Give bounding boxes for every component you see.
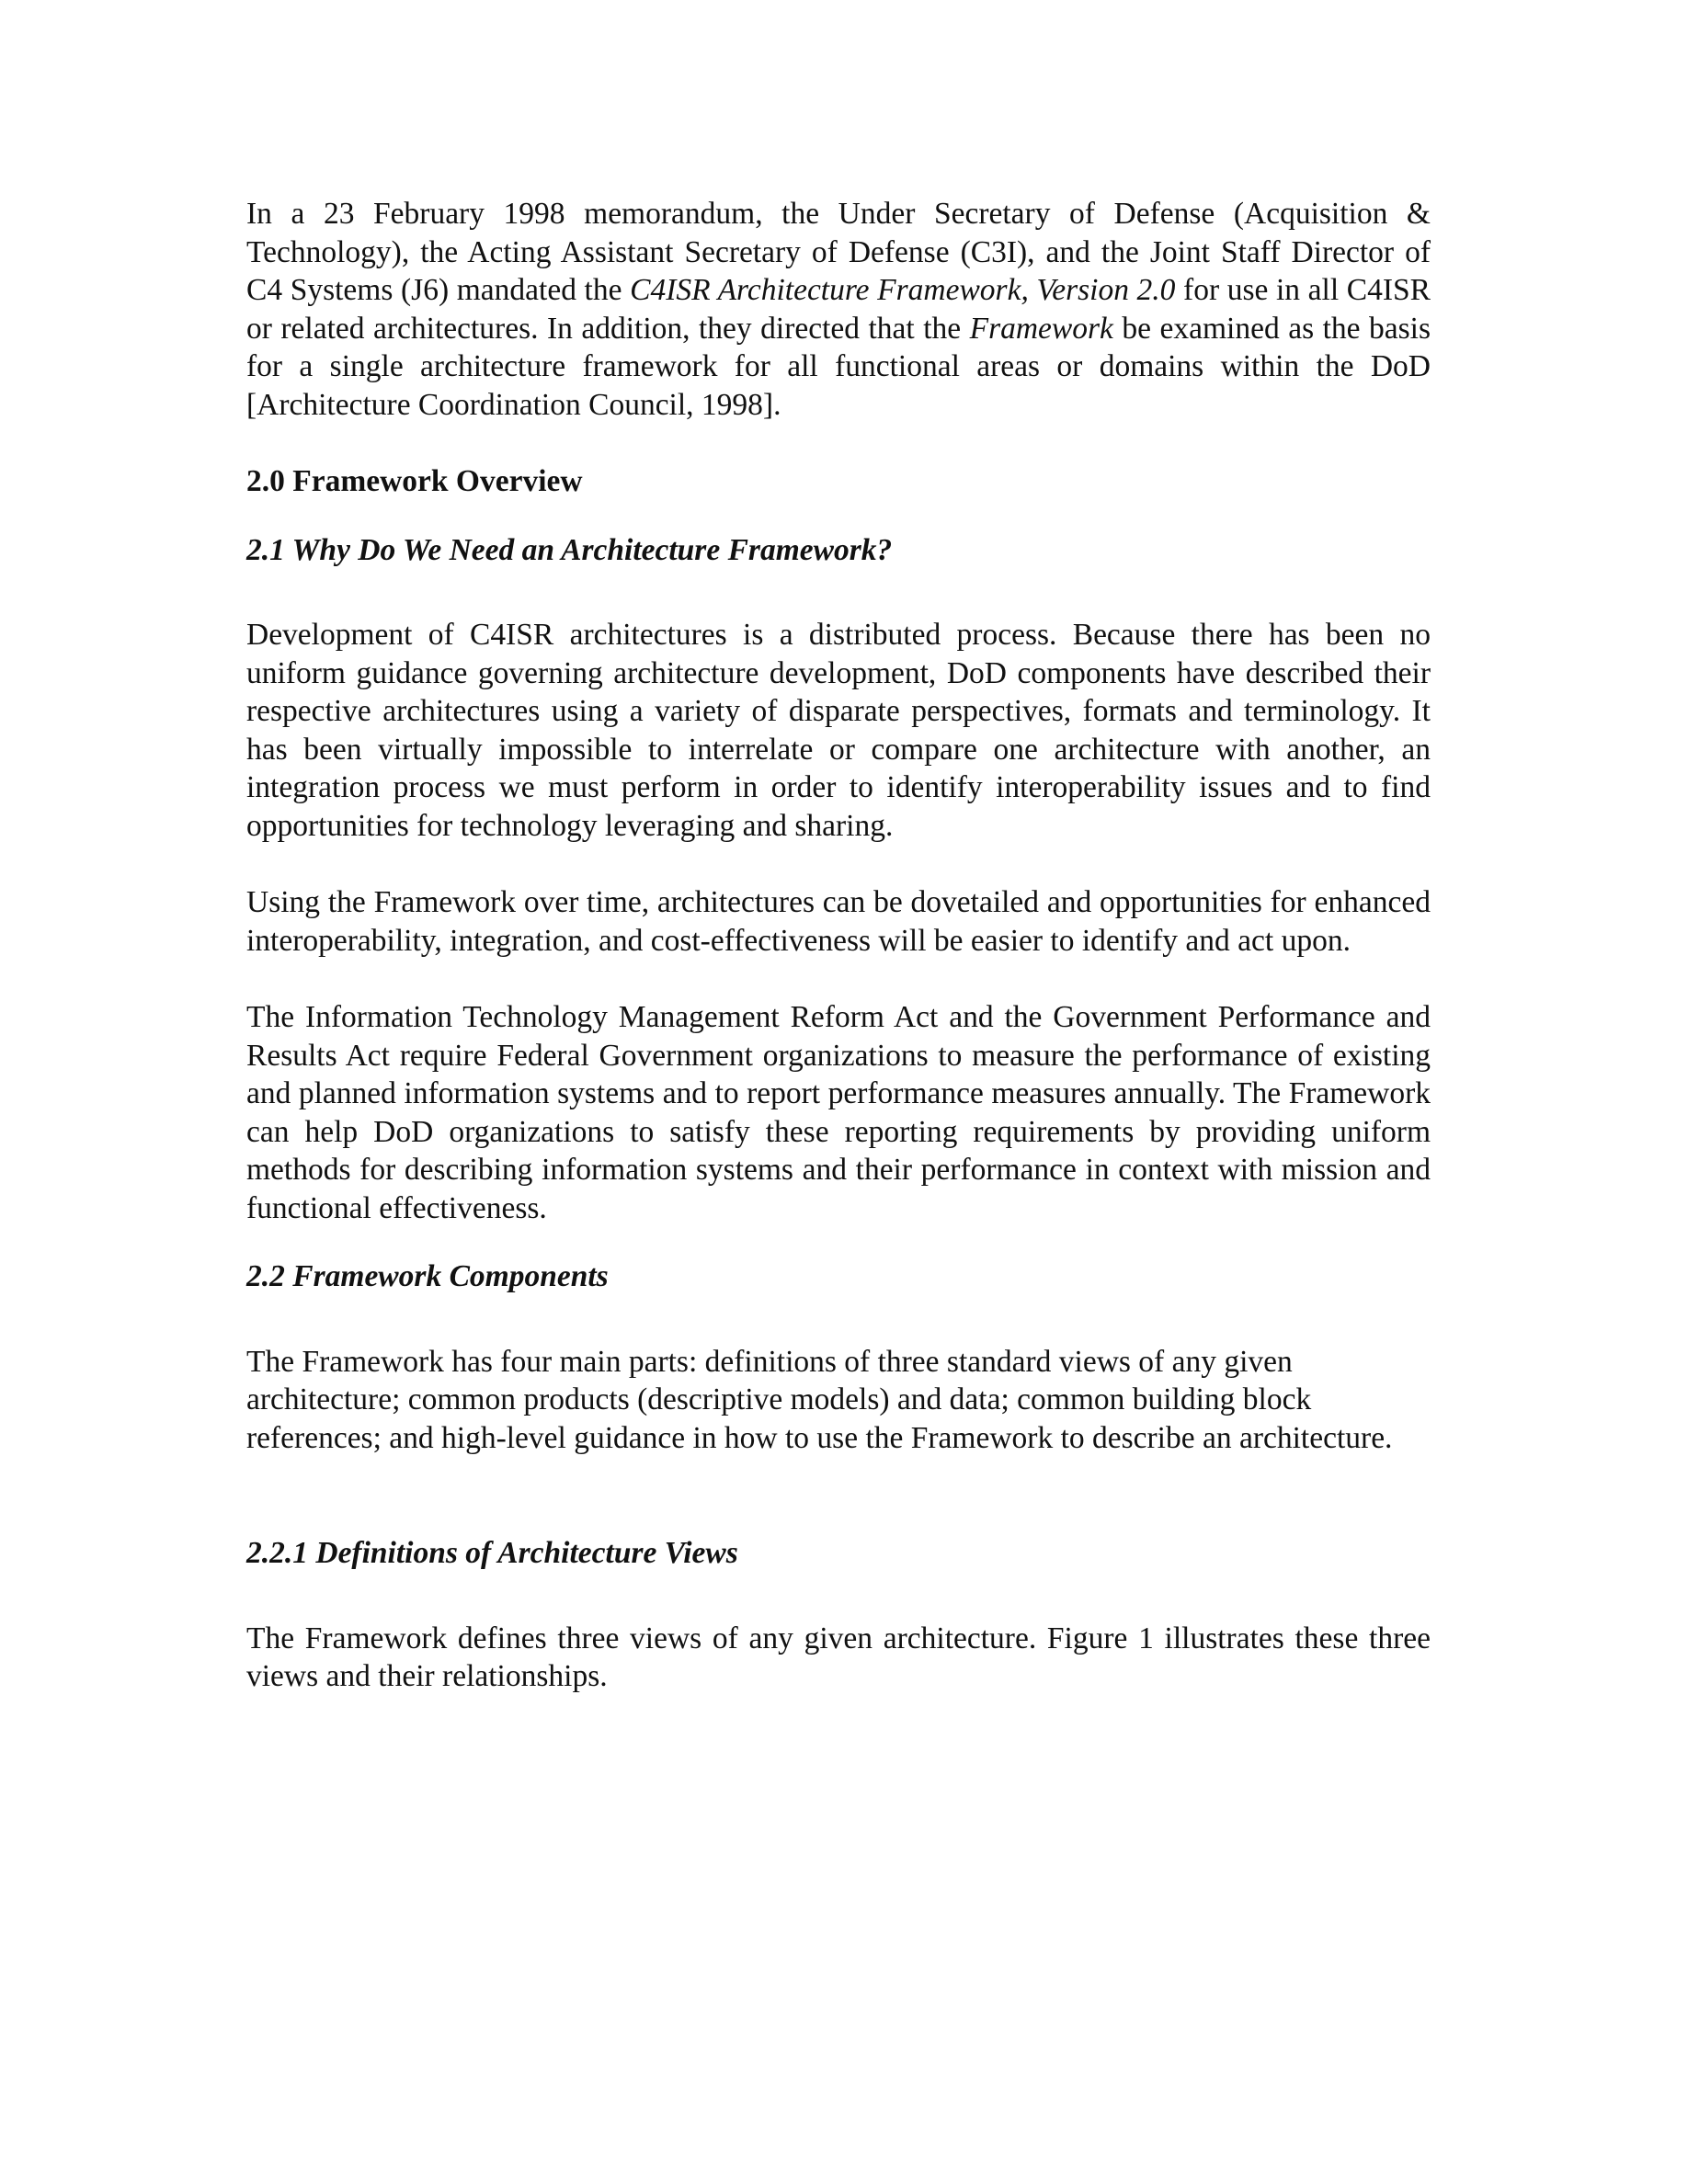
- heading-why-framework: 2.1 Why Do We Need an Architecture Framework?: [246, 532, 893, 567]
- paragraph-three-views: The Framework defines three views of any given architecture. Figure 1 illustrates these three views and their relationships.: [246, 1621, 1431, 1693]
- heading-framework-overview: 2.0 Framework Overview: [246, 464, 583, 498]
- intro-paragraph: [246, 195, 1431, 424]
- paragraph-four-parts: The Framework has four main parts: definitions of three standard views of any given architecture; common products (descriptive models) and data; common building block references; and high-level guidance in how to use the Framework to describe an architecture.: [246, 1344, 1393, 1455]
- framework-title-italic: C4ISR Architecture Framework, Version 2.0: [630, 273, 1176, 307]
- paragraph-using-framework: Using the Framework over time, architectures can be dovetailed and opportunities for enhanced interoperability, integration, and cost-effectiveness will be easier to identify and act upon.: [246, 885, 1431, 958]
- intro-text-1: In a 23 February 1998 memorandum, the Under Secretary of Defense (Acquisition & Technology), the Acting Assistant Secretary of Defense (C3I), and the Joint Staff Director of C4 Systems (J6) mandated the: [246, 197, 1431, 307]
- paragraph-development: Development of C4ISR architectures is a distributed process. Because there has been no uniform guidance governing architecture development, DoD components have described their respective architectures using a variety of disparate perspectives, formats and terminology. It has been virtually impossible to interrelate or compare one architecture with another, an integration process we must perform in order to identify interoperability issues and to find opportunities for technology leveraging and sharing.: [246, 618, 1431, 843]
- intro-text-2: for use in all C4ISR or related architectures. In addition, they directed that the: [246, 273, 1431, 346]
- heading-framework-components: 2.2 Framework Components: [246, 1259, 609, 1293]
- page-content: [246, 195, 1431, 1696]
- paragraph-it-reform-act: The Information Technology Management Reform Act and the Government Performance and Results Act require Federal Government organizations to measure the performance of existing and planned information systems and to report performance measures annually. The Framework can help DoD organizations to satisfy these reporting requirements by providing uniform methods for describing information systems and their performance in context with mission and functional effectiveness.: [246, 1000, 1431, 1225]
- intro-text-3: be examined as the basis for a single architecture framework for all functional areas or domains within the DoD [Architecture Coordination Council, 1998].: [246, 311, 1431, 422]
- heading-definitions-views: 2.2.1 Definitions of Architecture Views: [246, 1536, 738, 1570]
- framework-italic: Framework: [969, 311, 1113, 346]
